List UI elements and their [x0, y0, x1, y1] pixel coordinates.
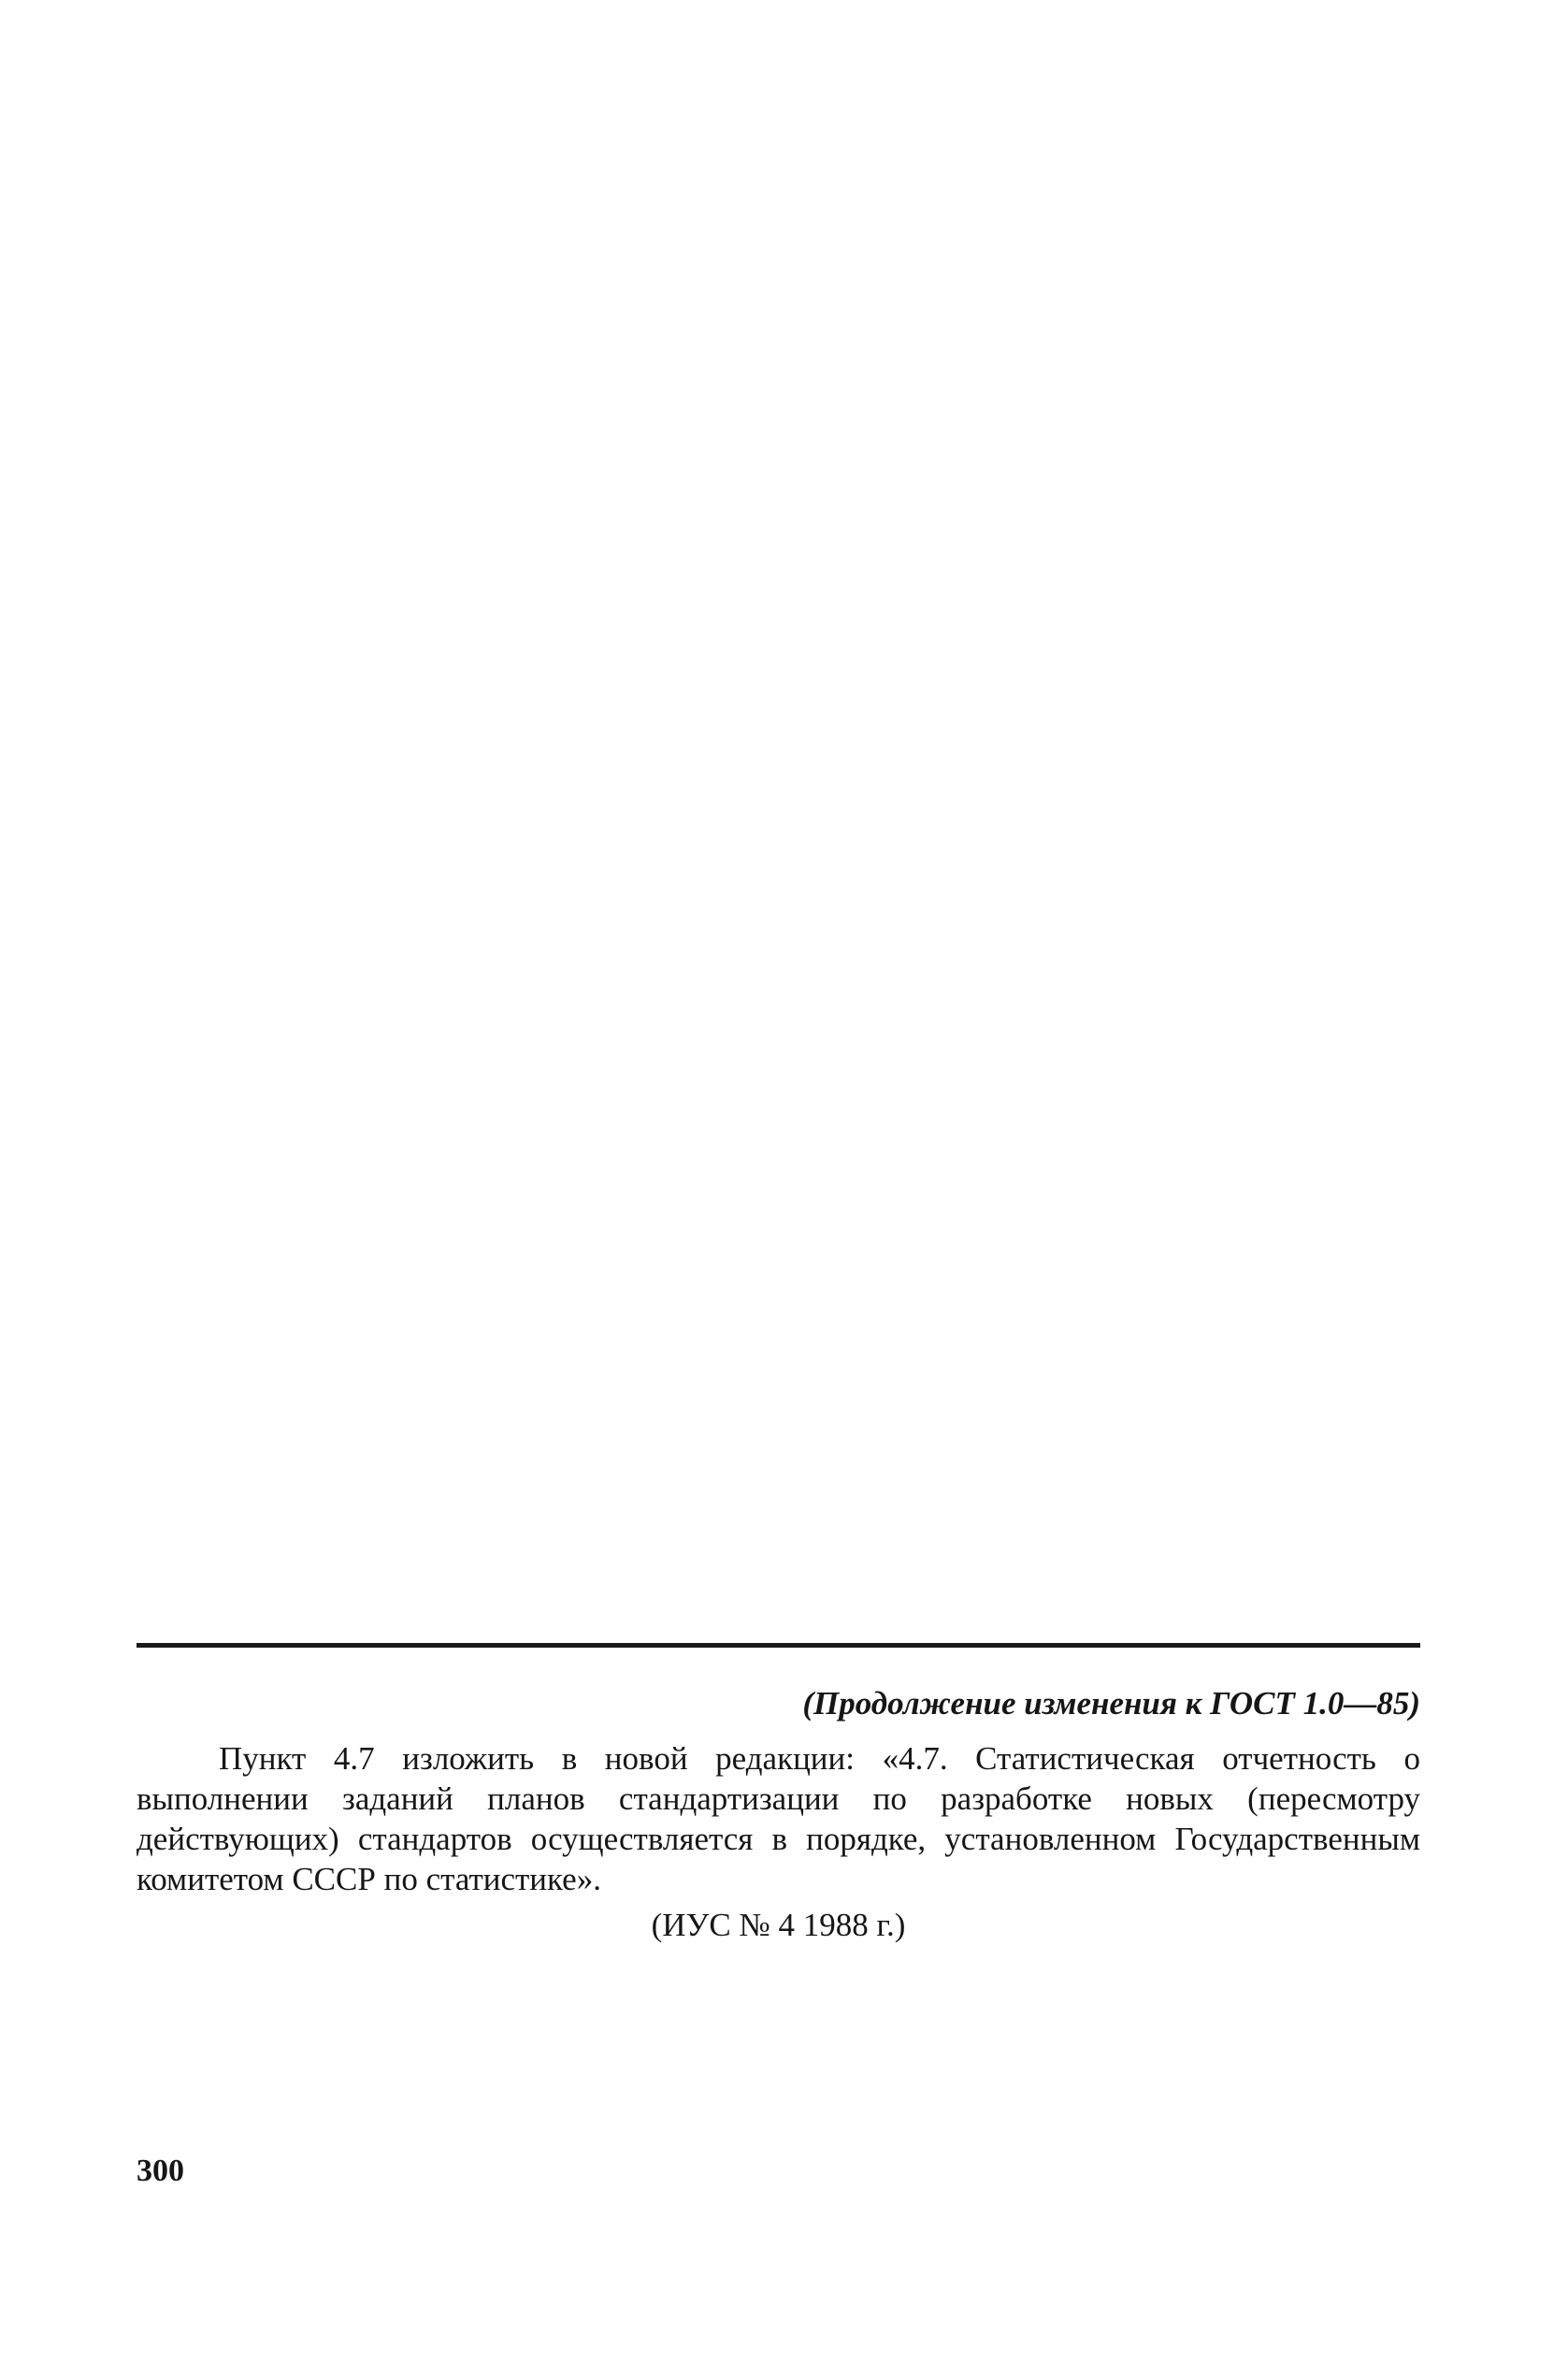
- horizontal-rule: [137, 1643, 1420, 1648]
- source-reference: (ИУС № 4 1988 г.): [651, 1907, 906, 1943]
- page-number: 300: [137, 2154, 184, 2188]
- amendment-paragraph: Пункт 4.7 изложить в новой редакции: «4.7. Статистическая отчетность о выполнении заданий планов стандартизации по разработке новых (пересмотру действующих) стандартов осуществляется в порядке, установленном Государственным комитетом СССР по статистике».: [137, 1740, 1420, 1897]
- continuation-heading: (Продолжение изменения к ГОСТ 1.0—85): [802, 1685, 1420, 1722]
